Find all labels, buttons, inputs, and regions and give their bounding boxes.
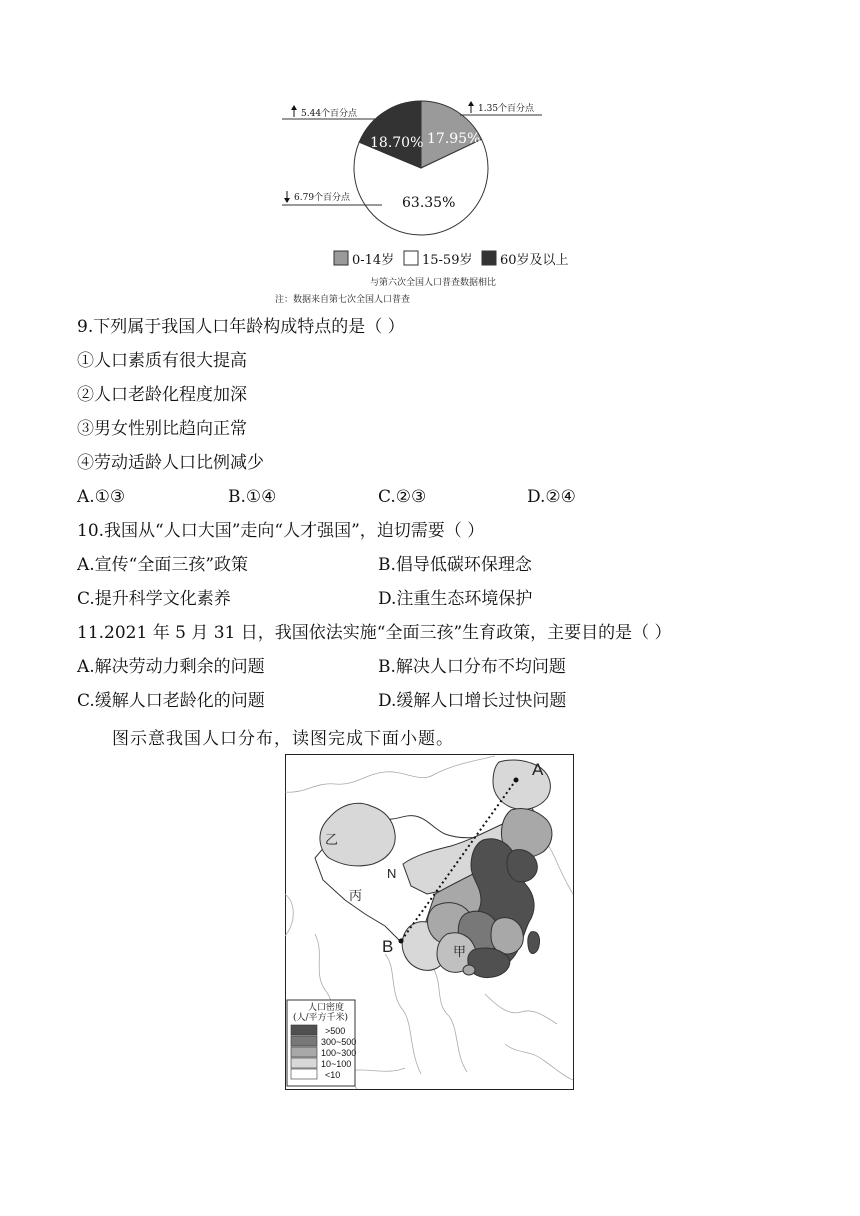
question-9-option-d[interactable]: D.②④: [527, 487, 576, 507]
legend-title: 人口密度: [308, 1003, 345, 1013]
question-9-statement-2: ②人口老龄化程度加深: [77, 385, 247, 405]
label-bing: 丙: [349, 889, 363, 904]
map-legend: [287, 1000, 356, 1086]
age-structure-pie-figure: [270, 95, 600, 310]
label-jia: 甲: [453, 945, 467, 960]
legend-label-0-14: 0-14岁: [352, 253, 395, 268]
region-jiangxi: [491, 918, 523, 954]
change-label-15-59: 6.79个百分点: [294, 193, 351, 203]
point-a: [514, 778, 519, 783]
legend-label-15-59: 15-59岁: [422, 253, 473, 268]
legend-swatch-0-14: [334, 251, 348, 265]
legend-swatch-15-59: [404, 251, 418, 265]
legend-label-500plus: >500: [325, 1026, 346, 1036]
legend-label-10-100: 10~100: [321, 1059, 352, 1069]
arrow-down-icon: [284, 191, 290, 203]
label-n: N: [387, 866, 397, 881]
question-9-option-c[interactable]: C.②③: [378, 487, 427, 507]
region-hainan: [463, 965, 475, 975]
legend-subtitle: (人/平方千米): [293, 1013, 349, 1023]
question-9-option-a[interactable]: A.①③: [77, 487, 126, 507]
question-10-option-c[interactable]: C.提升科学文化素养: [77, 589, 231, 609]
question-11-option-c[interactable]: C.缓解人口老龄化的问题: [77, 691, 265, 711]
chart-note: 注：数据来自第七次全国人口普查: [275, 295, 411, 305]
slice-label-0-14: 17.95%: [427, 131, 481, 147]
pie-slices: [354, 101, 488, 235]
question-10-stem: 10.我国从“人口大国”走向“人才强国”，迫切需要（ ）: [77, 521, 485, 541]
legend-label-300-500: 300~500: [321, 1037, 357, 1047]
question-9-statement-4: ④劳动适龄人口比例减少: [77, 453, 264, 473]
question-11-stem: 11.2021 年 5 月 31 日，我国依法实施“全面三孩”生育政策，主要目的是（ ）: [77, 623, 672, 643]
point-b: [399, 939, 404, 944]
question-9-statement-3: ③男女性别比趋向正常: [77, 419, 247, 439]
change-label-60plus: 5.44个百分点: [301, 109, 358, 119]
chart-caption: 与第六次全国人口普查数据相比: [370, 278, 497, 288]
question-11-option-a[interactable]: A.解决劳动力剩余的问题: [77, 657, 265, 677]
question-11-option-b[interactable]: B.解决人口分布不均问题: [378, 657, 566, 677]
arrow-up-icon: [468, 101, 474, 113]
change-label-0-14: 1.35个百分点: [478, 104, 535, 114]
question-9-stem: 9.下列属于我国人口年龄构成特点的是（ ）: [77, 317, 405, 337]
question-10-option-b[interactable]: B.倡导低碳环保理念: [378, 555, 532, 575]
question-9-option-b[interactable]: B.①④: [228, 487, 277, 507]
question-11-option-d[interactable]: D.缓解人口增长过快问题: [378, 691, 567, 711]
legend-label-60plus: 60岁及以上: [500, 253, 569, 268]
label-a: A: [532, 760, 544, 779]
legend-swatch-60plus: [482, 251, 496, 265]
arrow-up-icon: [291, 105, 297, 117]
question-10-option-a[interactable]: A.宣传“全面三孩”政策: [77, 555, 249, 575]
map-intro: 图示意我国人口分布，读图完成下面小题。: [112, 729, 454, 749]
legend-label-100-300: 100~300: [321, 1048, 357, 1058]
region-taiwan: [528, 932, 540, 954]
slice-label-15-59: 63.35%: [402, 195, 456, 211]
question-10-option-d[interactable]: D.注重生态环境保护: [378, 589, 533, 609]
label-b: B: [382, 937, 394, 956]
question-9-statement-1: ①人口素质有很大提高: [77, 351, 247, 371]
legend-label-under-10: <10: [325, 1070, 341, 1080]
slice-label-60plus: 18.70%: [370, 135, 424, 151]
label-yi: 乙: [325, 833, 339, 848]
population-density-map: [285, 754, 574, 1090]
